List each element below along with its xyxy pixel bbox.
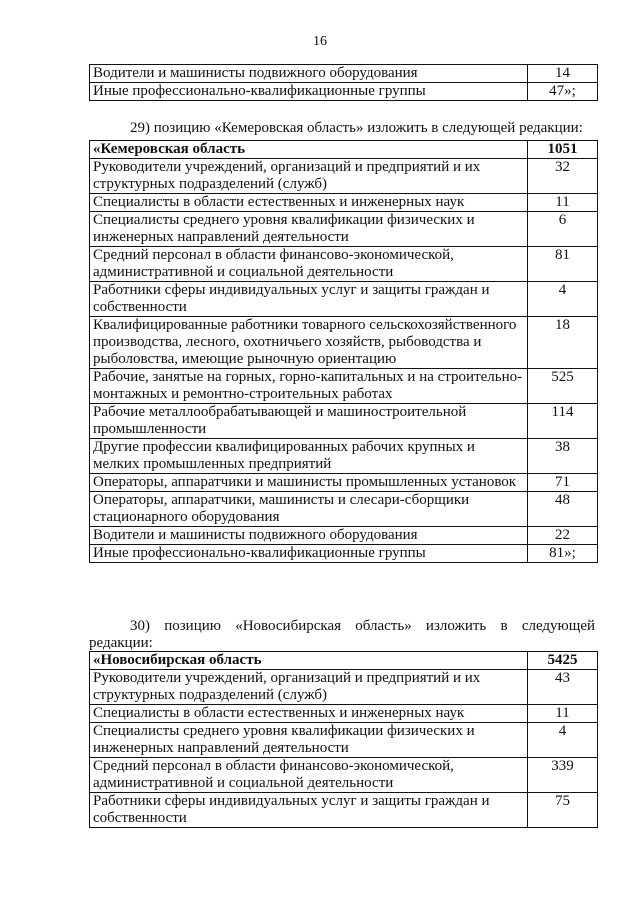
region-total: 1051 bbox=[528, 141, 598, 159]
table-row bbox=[90, 369, 598, 404]
row-value: 18 bbox=[528, 317, 598, 369]
table-row bbox=[90, 545, 598, 563]
novosibirsk-table-body bbox=[90, 652, 598, 828]
page-number: 16 bbox=[313, 34, 327, 49]
table-row bbox=[90, 705, 598, 723]
kemerovo-table bbox=[89, 140, 598, 563]
table-row bbox=[90, 282, 598, 317]
table-row bbox=[90, 159, 598, 194]
continuation-table-body bbox=[90, 65, 598, 101]
row-value: 48 bbox=[528, 492, 598, 527]
row-value: 22 bbox=[528, 527, 598, 545]
row-label: Рабочие, занятые на горных, горно-капитальных и на строительно-монтажных и ремонтно-строительных работах bbox=[90, 369, 528, 404]
row-value: 11 bbox=[528, 705, 598, 723]
row-value: 43 bbox=[528, 670, 598, 705]
table-row bbox=[90, 83, 598, 101]
row-value: 14 bbox=[528, 65, 598, 83]
row-label: Специалисты среднего уровня квалификации физических и инженерных направлений деятельности bbox=[90, 723, 528, 758]
table-row bbox=[90, 317, 598, 369]
table-row bbox=[90, 474, 598, 492]
kemerovo-table-body bbox=[90, 141, 598, 563]
row-label: Средний персонал в области финансово-экономической, административной и социальной деятельности bbox=[90, 247, 528, 282]
row-value: 71 bbox=[528, 474, 598, 492]
table-row bbox=[90, 65, 598, 83]
table-row bbox=[90, 758, 598, 793]
row-label: Другие профессии квалифицированных рабочих крупных и мелких промышленных предприятий bbox=[90, 439, 528, 474]
row-label: Иные профессионально-квалификационные группы bbox=[90, 83, 528, 101]
row-label: Водители и машинисты подвижного оборудования bbox=[90, 527, 528, 545]
row-label: Специалисты в области естественных и инженерных наук bbox=[90, 194, 528, 212]
row-value: 32 bbox=[528, 159, 598, 194]
row-value: 11 bbox=[528, 194, 598, 212]
region-total: 5425 bbox=[528, 652, 598, 670]
section-29-text: 29) позицию «Кемеровская область» изложить в следующей редакции: bbox=[130, 120, 583, 136]
row-label: Работники сферы индивидуальных услуг и защиты граждан и собственности bbox=[90, 282, 528, 317]
row-label: Руководители учреждений, организаций и предприятий и их структурных подразделений (служб) bbox=[90, 159, 528, 194]
row-value: 339 bbox=[528, 758, 598, 793]
row-label: Руководители учреждений, организаций и предприятий и их структурных подразделений (служб) bbox=[90, 670, 528, 705]
row-value: 38 bbox=[528, 439, 598, 474]
table-header-row bbox=[90, 652, 598, 670]
row-label: Иные профессионально-квалификационные группы bbox=[90, 545, 528, 563]
row-label: Рабочие металлообрабатывающей и машиностроительной промышленности bbox=[90, 404, 528, 439]
row-value: 4 bbox=[528, 723, 598, 758]
row-label: Средний персонал в области финансово-экономической, административной и социальной деятельности bbox=[90, 758, 528, 793]
table-row bbox=[90, 212, 598, 247]
table-row bbox=[90, 527, 598, 545]
table-row bbox=[90, 439, 598, 474]
row-label: Водители и машинисты подвижного оборудования bbox=[90, 65, 528, 83]
row-label: Работники сферы индивидуальных услуг и защиты граждан и собственности bbox=[90, 793, 528, 828]
continuation-table bbox=[89, 64, 598, 101]
row-value: 525 bbox=[528, 369, 598, 404]
table-row bbox=[90, 723, 598, 758]
row-label: Специалисты среднего уровня квалификации физических и инженерных направлений деятельности bbox=[90, 212, 528, 247]
row-label: Операторы, аппаратчики, машинисты и слесари-сборщики стационарного оборудования bbox=[90, 492, 528, 527]
row-value: 6 bbox=[528, 212, 598, 247]
table-row bbox=[90, 670, 598, 705]
table-row bbox=[90, 793, 598, 828]
table-header-row bbox=[90, 141, 598, 159]
novosibirsk-table bbox=[89, 651, 598, 828]
table-row bbox=[90, 404, 598, 439]
section-30-text: 30) позицию «Новосибирская область» изложить в следующей редакции: bbox=[89, 618, 595, 651]
table-row bbox=[90, 247, 598, 282]
row-label: Квалифицированные работники товарного сельскохозяйственного производства, лесного, охотничьего хозяйств, рыбоводства и рыболовства, имеющие рыночную ориентацию bbox=[90, 317, 528, 369]
table-row bbox=[90, 194, 598, 212]
row-label: Операторы, аппаратчики и машинисты промышленных установок bbox=[90, 474, 528, 492]
row-value: 47»; bbox=[528, 83, 598, 101]
row-value: 81 bbox=[528, 247, 598, 282]
row-value: 81»; bbox=[528, 545, 598, 563]
row-value: 75 bbox=[528, 793, 598, 828]
region-name: «Кемеровская область bbox=[90, 141, 528, 159]
row-label: Специалисты в области естественных и инженерных наук bbox=[90, 705, 528, 723]
row-value: 114 bbox=[528, 404, 598, 439]
region-name: «Новосибирская область bbox=[90, 652, 528, 670]
table-row bbox=[90, 492, 598, 527]
row-value: 4 bbox=[528, 282, 598, 317]
